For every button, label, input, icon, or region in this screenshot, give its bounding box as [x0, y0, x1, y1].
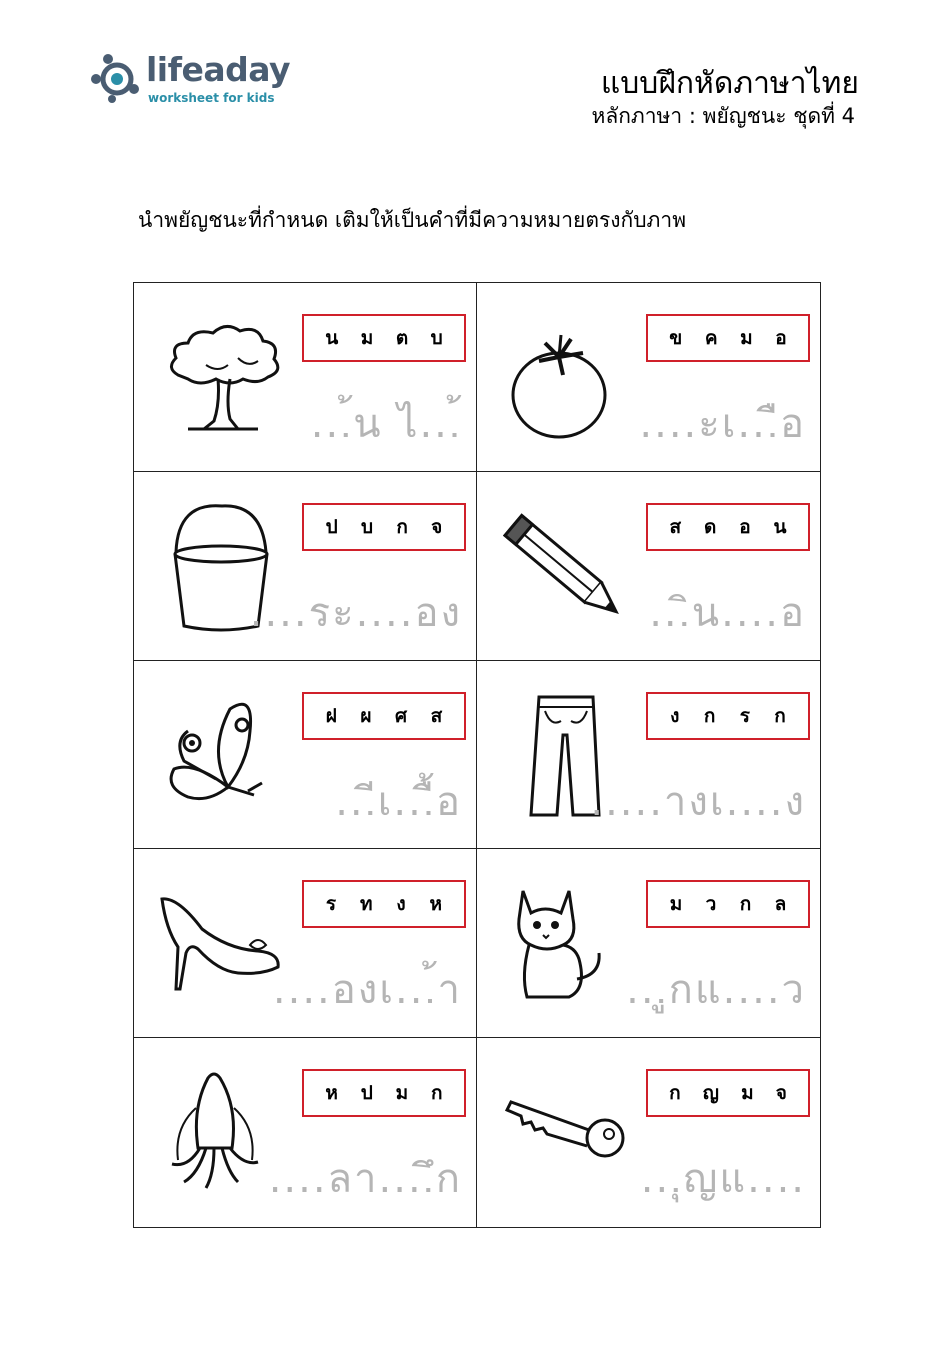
letter: ก	[774, 704, 786, 727]
exercise-item	[477, 283, 820, 472]
exercise-item	[477, 1038, 820, 1227]
letter: ร	[325, 893, 337, 916]
letter-choices	[302, 880, 466, 928]
letter: ศ	[395, 704, 408, 727]
letter: ต	[395, 327, 409, 349]
letter-choices	[302, 314, 466, 362]
exercise-item	[134, 849, 477, 1038]
letter: ด	[703, 515, 717, 538]
letter: ส	[669, 515, 682, 538]
letter: ม	[740, 327, 753, 349]
letter: บ	[430, 327, 443, 349]
letter: ง	[670, 704, 680, 727]
tomato-icon	[501, 313, 631, 443]
page-title: แบบฝึกหัดภาษาไทย	[600, 66, 859, 101]
exercise-item	[477, 661, 820, 850]
letter: ร	[739, 704, 750, 727]
letter: ก	[703, 704, 716, 727]
letter: ก	[431, 1082, 443, 1105]
pencil-icon	[501, 502, 631, 632]
letter-choices	[302, 692, 466, 740]
letter: บ	[361, 515, 374, 538]
logo-mark-icon	[90, 52, 144, 104]
answer-blank[interactable]: ....ลา....ึก	[268, 1156, 462, 1203]
exercise-item	[134, 283, 477, 472]
answer-blank[interactable]: ...ุญแ....	[640, 1156, 806, 1203]
letter: จ	[775, 1082, 787, 1105]
letter-choices	[646, 503, 810, 551]
letter-choices	[646, 1069, 810, 1117]
logo	[90, 48, 310, 112]
answer-blank[interactable]: ...ีเ...ื้อ	[335, 778, 462, 825]
answer-blank[interactable]: ...ูกแ....ว	[626, 967, 806, 1014]
answer-blank[interactable]: ....องเ...้า	[272, 967, 462, 1014]
letter: ฝ	[325, 704, 337, 727]
instruction: นำพยัญชนะที่กำหนด เติมให้เป็นคำที่มีความหมายตรงกับภาพ	[138, 208, 687, 232]
answer-blank[interactable]: ...้น ไ...้	[310, 401, 462, 447]
letter-choices	[646, 692, 810, 740]
letter: ข	[669, 327, 683, 349]
letter: ค	[704, 327, 718, 349]
letter: อ	[775, 327, 787, 349]
letter: ญ	[702, 1082, 719, 1105]
letter: ม	[360, 327, 374, 349]
letter: อ	[739, 515, 751, 538]
exercise-item	[134, 472, 477, 661]
answer-blank[interactable]: ....ะเ...ือ	[639, 401, 806, 447]
logo-name: lifeaday	[146, 50, 291, 89]
letter: ว	[705, 893, 717, 916]
letter: ป	[360, 1082, 373, 1105]
letter: ล	[774, 893, 787, 916]
letter: ก	[739, 893, 752, 916]
answer-blank[interactable]: ...ิน....อ	[649, 589, 806, 636]
cat-icon	[501, 879, 631, 1009]
letter: ง	[396, 893, 406, 916]
letter: ม	[741, 1082, 754, 1105]
letter: จ	[431, 515, 443, 538]
exercise-item	[134, 1038, 477, 1227]
exercise-item	[477, 472, 820, 661]
letter: ห	[429, 893, 443, 916]
letter: ส	[430, 704, 443, 727]
letter: ม	[395, 1082, 409, 1105]
exercise-item	[477, 849, 820, 1038]
letter-choices	[646, 314, 810, 362]
butterfly-icon	[158, 691, 288, 821]
letter-choices	[302, 503, 466, 551]
page-subtitle: หลักภาษา : พยัญชนะ ชุดที่ 4	[591, 104, 855, 128]
letter-choices	[646, 880, 810, 928]
letter-choices	[302, 1069, 466, 1117]
letter: ท	[360, 893, 373, 916]
letter: ผ	[360, 704, 372, 727]
answer-blank[interactable]: ....ระ....อง	[249, 589, 462, 636]
exercise-item	[134, 661, 477, 850]
letter: ก	[396, 515, 408, 538]
letter: ห	[325, 1082, 338, 1105]
key-icon	[501, 1068, 631, 1198]
letter: น	[773, 515, 787, 538]
letter: ก	[669, 1082, 681, 1105]
tree-icon	[158, 313, 288, 443]
exercise-grid	[133, 282, 821, 1228]
answer-blank[interactable]: .....างเ....ง	[590, 778, 806, 825]
shoe-icon	[158, 879, 288, 1009]
letter: ม	[669, 893, 683, 916]
letter: น	[325, 327, 339, 349]
logo-tagline: worksheet for kids	[148, 91, 275, 105]
letter: ป	[325, 515, 338, 538]
